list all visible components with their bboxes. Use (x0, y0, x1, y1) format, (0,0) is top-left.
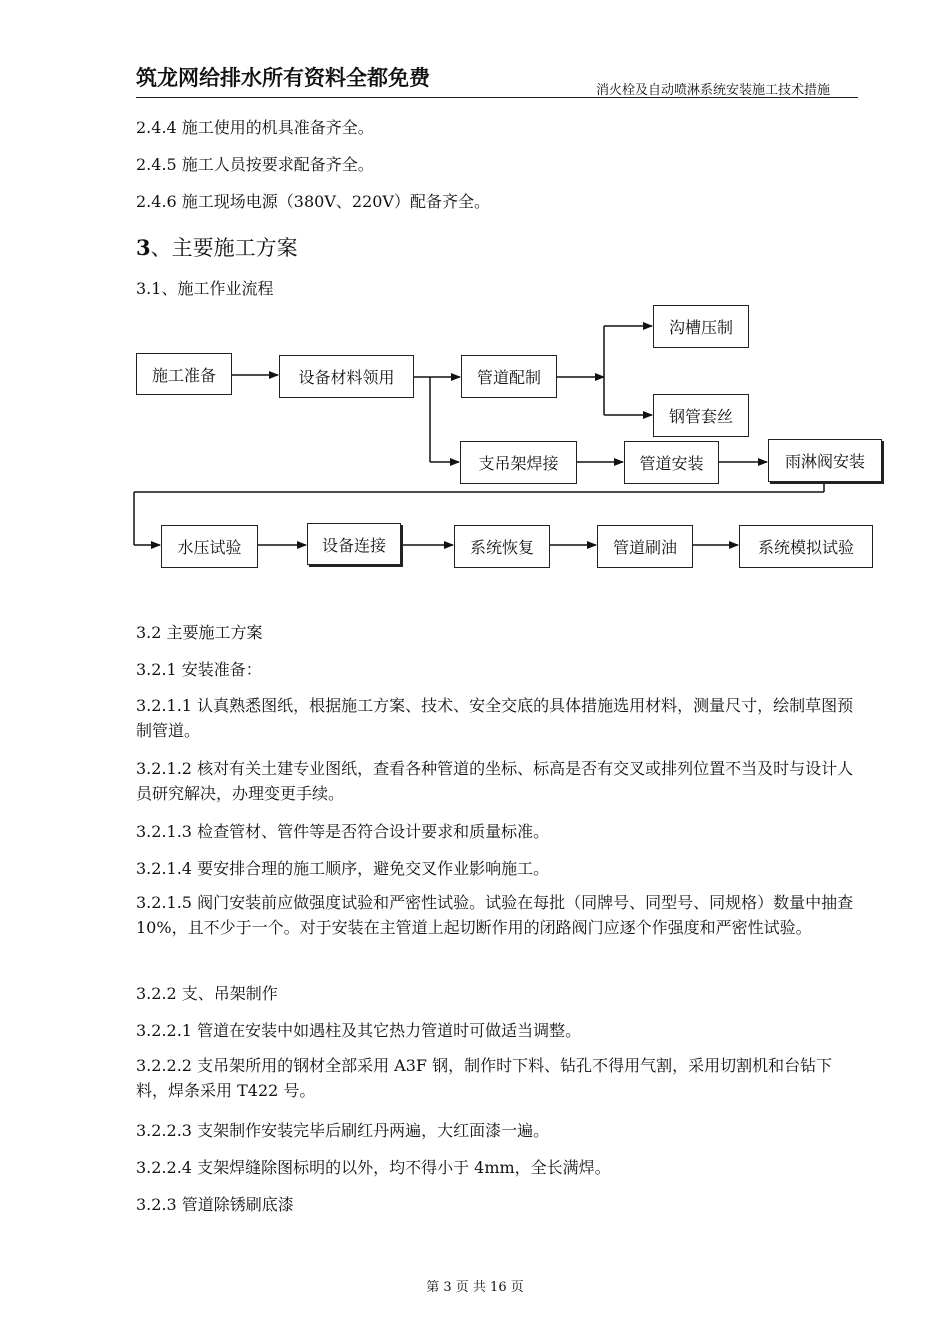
document-title: 消火栓及自动喷淋系统安装施工技术措施 (596, 83, 831, 98)
page-number-footer: 第 3 页 共 16 页 (426, 1280, 524, 1295)
flow-box-system-simulation-test: 系统模拟试验 (739, 525, 873, 568)
section-3-number: 3 (136, 235, 151, 260)
section-3-2-heading: 3.2 主要施工方案 (136, 623, 263, 642)
flow-box-groove-pressing: 沟槽压制 (653, 305, 749, 348)
paragraph-3-2-1-3: 3.2.1.3 检查管材、管件等是否符合设计要求和质量标准。 (136, 822, 550, 841)
paragraph-3-2-1-4: 3.2.1.4 要安排合理的施工顺序，避免交叉作业影响施工。 (136, 859, 550, 878)
prep-item-2-4-6: 2.4.6 施工现场电源（380V、220V）配备齐全。 (136, 192, 490, 211)
section-3-2-1-heading: 3.2.1 安装准备： (136, 660, 262, 679)
paragraph-3-2-1-1: 3.2.1.1 认真熟悉图纸，根据施工方案、技术、安全交底的具体措施选用材料，测量尺寸，绘制草图预制管道。 (136, 696, 854, 740)
flow-box-pipe-threading: 钢管套丝 (653, 394, 749, 437)
paragraph-3-2-2-4: 3.2.2.4 支架焊缝除图标明的以外，均不得小于 4mm，全长满焊。 (136, 1158, 611, 1177)
paragraph-3-2-2-1: 3.2.2.1 管道在安装中如遇柱及其它热力管道时可做适当调整。 (136, 1021, 582, 1040)
flow-box-pipe-installation: 管道安装 (624, 441, 719, 484)
flow-box-deluge-valve-install: 雨淋阀安装 (768, 439, 882, 482)
flow-box-pressure-test: 水压试验 (161, 525, 258, 568)
prep-item-2-4-4: 2.4.4 施工使用的机具准备齐全。 (136, 118, 374, 137)
flow-box-material-requisition: 设备材料领用 (279, 355, 414, 398)
paragraph-3-2-1-5: 3.2.1.5 阀门安装前应做强度试验和严密性试验。试验在每批（同牌号、同型号、同规格）数量中抽查 10%，且不少于一个。对于安装在主管道上起切断作用的闭路阀门应逐个作强度和严密性试验。 (136, 893, 854, 937)
flow-box-equipment-connection: 设备连接 (307, 523, 401, 565)
prep-item-2-4-5: 2.4.5 施工人员按要求配备齐全。 (136, 155, 374, 174)
paragraph-3-2-2-3: 3.2.2.3 支架制作安装完毕后刷红丹两遍，大红面漆一遍。 (136, 1121, 550, 1140)
section-3-title: 、主要施工方案 (150, 236, 298, 260)
flow-box-construction-prep: 施工准备 (136, 353, 232, 395)
flow-box-system-restore: 系统恢复 (454, 525, 550, 568)
section-3-2-2-heading: 3.2.2 支、吊架制作 (136, 984, 278, 1003)
flow-box-pipe-painting: 管道刷油 (597, 525, 693, 568)
paragraph-3-2-2-2: 3.2.2.2 支吊架所用的钢材全部采用 A3F 钢，制作时下料、钻孔不得用气割，采用切割机和台钻下料，焊条采用 T422 号。 (136, 1056, 833, 1100)
flow-box-hanger-welding: 支吊架焊接 (460, 441, 577, 484)
paragraph-3-2-1-2: 3.2.1.2 核对有关土建专业图纸，查看各种管道的坐标、标高是否有交叉或排列位置不当及时与设计人员研究解决，办理变更手续。 (136, 759, 854, 803)
site-slogan: 筑龙网给排水所有资料全都免费 (136, 66, 430, 90)
section-3-2-3-heading: 3.2.3 管道除锈刷底漆 (136, 1195, 294, 1214)
section-3-1-heading: 3.1、施工作业流程 (136, 279, 274, 298)
flow-box-pipe-fabrication: 管道配制 (461, 355, 557, 398)
